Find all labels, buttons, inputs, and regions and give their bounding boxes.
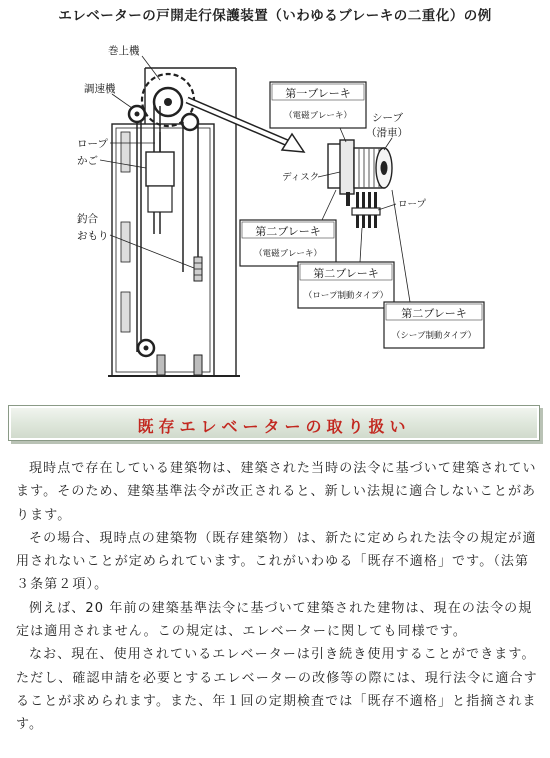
label-rope: ロープ: [77, 138, 108, 150]
page-title: エレベーターの戸開走行保護装置（いわゆるブレーキの二重化）の例: [58, 8, 492, 24]
body-text: [16, 457, 538, 737]
first-brake-title: 第一ブレーキ: [285, 87, 351, 100]
counterweight: [194, 257, 202, 281]
paragraph-4: なお、現在、使用されているエレベーターは引き続き使用することができます。ただし、確認申請を必要とするエレベーターの改修等の際には、現行法令に適合することが求められます。また、年１回の定期検査では「既存不適格」と指摘されます。: [16, 647, 538, 733]
label-counterweight-1: 釣合: [77, 213, 98, 225]
callout-second-brake-sheave: [384, 190, 484, 348]
car: [146, 132, 174, 212]
label-governor: 調速機: [84, 83, 116, 95]
governor: [129, 106, 145, 122]
section-banner: [8, 405, 540, 441]
second-brake-em-subtitle: （電磁ブレーキ）: [254, 249, 322, 259]
section-title: 既存エレベーターの取り扱い: [137, 417, 411, 436]
label-sheave-2: （滑車）: [366, 127, 408, 139]
sheave-assembly: [328, 140, 392, 228]
first-brake-subtitle: （電磁ブレーキ）: [284, 111, 352, 121]
label-winch: 巻上機: [108, 45, 140, 57]
second-brake-rope-subtitle: （ロープ制動タイプ）: [303, 291, 389, 301]
paragraph-1: 現時点で存在している建築物は、建築された当時の法令に基づいて建築されています。そのため、建築基準法令が改正されると、新しい法規に適合しないことがあります。: [16, 461, 537, 523]
label-car: かご: [77, 155, 98, 167]
second-brake-sheave-title: 第二ブレーキ: [401, 307, 467, 320]
brake-diagram: [0, 22, 550, 382]
label-counterweight-2: おもり: [77, 230, 109, 242]
callout-first-brake: [270, 82, 366, 142]
second-brake-rope-title: 第二ブレーキ: [313, 267, 379, 280]
second-brake-em-title: 第二ブレーキ: [255, 225, 321, 238]
callout-second-brake-electromagnetic: [240, 190, 336, 266]
paragraph-2: その場合、現時点の建築物（既存建築物）は、新たに定められた法令の規定が適用されないことが定められています。これがいわゆる「既存不適格」です。（法第３条第２項）。: [16, 530, 537, 593]
label-rope-right: ロープ: [398, 199, 427, 210]
second-brake-sheave-subtitle: （シーブ制動タイプ）: [391, 331, 477, 341]
left-labels: [77, 44, 194, 268]
label-disc: ディスク: [282, 172, 320, 183]
pit: [138, 340, 202, 375]
label-sheave-1: シーブ: [372, 112, 403, 124]
paragraph-3: 例えば、20 年前の建築基準法令に基づいて建築された建物は、現在の法令の規定は適用されません。この規定は、エレベーターに関しても同様です。: [16, 600, 533, 640]
